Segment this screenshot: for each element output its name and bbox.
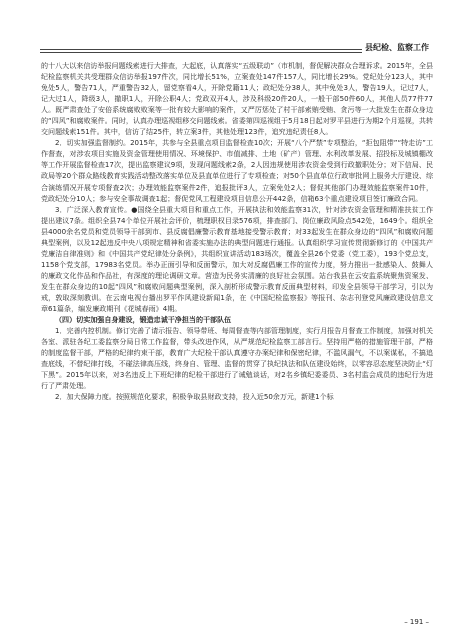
page-number: – 191 – [404, 618, 429, 626]
page-header [0, 0, 471, 58]
header-rule-bottom [40, 52, 380, 53]
subsection-heading: （四）切实加强自身建设，锻造忠诚干净担当的干部队伍 [55, 315, 232, 325]
paragraph-1: 的十八大以来信访举报问题线索进行大排查，大起底，认真落实“五级联动”（市机制，督促解决群众合理诉求。2015年，全县纪检监察机关共受理群众信访举报197件次，同比增长51%，立案查处147件157人，同比增长29%。党纪处分123人，其中免处5人，警告71人，严重警告32人，留党察看4人，开除党籍11人；政纪处分38人，其中免处3人，警告19人，记过7人，记大过1人，降级3人，撤职1人，开除公职4人；党政双开4人，涉及科级20件20人，一般干部50件60人，其他人员77件77人。既严肃查处了安倍系统腐败败案等一批有较大影响的案件，又严厉惩处了村干部索贿受贿、贪污等一大批发生在群众身边的“四风”和腐败案件。同时，认真办理巡视组移交问题线索。省委第四巡视组于5月18日起对罗平县进行为期2个月巡视，共转交问题线索151件。其中，信访了结25件，转立案3件，其他处理123件，追究违纪责任8人。 [41, 61, 433, 137]
article-body [41, 60, 433, 402]
header-rule-top [40, 49, 380, 50]
paragraph-4: 1．完善内控机制。修订完善了请示报告、领导带班、每周督查等内部管理制度，实行月报告月督查工作制度，加强对机关各室、派驻各纪工委监察分局日常工作监督，带头改进作风，从严规范纪检监察工部言行。坚持用严格的措施管理干部，严格的制度监督干部，严格的纪律约束干部，教育广大纪检干部认真遵守办案纪律和保密纪律，不滥风漏气，不以案谋私，不搞追查底线，不替纪律打线，不碰法律高压线，终身自、管理、监督的贯穿了执纪执法和队伍建设始终，以零容忍态度坚决防止“灯下黑”。2015年以来，对3名违反上下班纪律的纪检干部进行了诫勉谈话，对2名乡镇纪委委员、3名村监会成员的违纪行为进行了严肃处理。 [41, 326, 433, 391]
paragraph-5: 2．加大保障力度。按照规范化要求，积极争取县财政支持，投入近50余万元，新建1个标 [55, 392, 334, 402]
section-title: 县纪检、监察工作 [362, 42, 429, 53]
paragraph-3: 3．广泛深入教育宣传。●国绕全县重大项目和重点工作，开展执法和效能监察31次，针对涉农资金管理和精准扶贫工作提出建议7条。组织全县74个单位开展社会评价，梳理职权目录576项，排查部门、岗位廉政风险点542处，1649个。组织全县4000余名党员和党员领导干部到市、县反腐倡廉警示教育基地接受警示教育；对33起发生在群众身边的“四风”和腐败问题典型案例，以及12起违反中央八项规定精神和省委实施办法的典型问题进行通报。认真组织学习宣传贯彻新修订的《中国共产党廉洁自律准则》和《中国共产党纪律处分条例》，共组织宣讲活动183场次，覆盖全县26个党委（党工委），193个党总支，1158个党支部，17983名党员。举办正面引导和反面警示，加大对反腐倡廉工作的宣传力度，努力推出一批感染人、鼓舞人的廉政文化作品和作品社，有深度的理论调研文章。营造为民务实清廉的良好社会氛围。站台我县在云安监系统聚焦资案发、发生在群众身边的10起“四风”和腐败问题典型案例，深入剖析形成警示教育反面典型材料，印发全县领导干部学习，引以为戒，敦取深刻教训。在云南电视台播出罗平作风建设新闻1条，在《中国纪检监察报》等报刊、杂志刊登党风廉政建设信息文章61篇条，编发廉政期刊《花城春雨》4期。 [41, 204, 433, 314]
paragraph-2: 2．切实加强监督制约。2015年，共参与全县重点项目监督检查10次；开展“八个严禁”专项整治，“拒包阻带”“特走访”工作督查，对涉农项目实施及资金管理使用情况、环境保护、市值减排、土地（矿产）管理、水利改革发展、招投标及城镇棚改等工作开展监督检查17次，提出监察建议9项，发现问题线索2条，2人因违规使用涉农资金受到行政撤职处分；对下信局、民政局等20个群众路线教育实践活动整改落实单位及县直单位进行了专项检查；对50个县直单位行政审批网上服务大厅建设、综合演练情况开展专项督查2次；办理效能监察案件2件，追报批评3人，立案免处2人；督促其他部门办理效能监察案件10件，党政纪处分10人；参与安全事故调查1起；督促党风工程建设项目信息公开442条，信箱63个重点建设项目签订廉政合同。 [41, 138, 433, 203]
